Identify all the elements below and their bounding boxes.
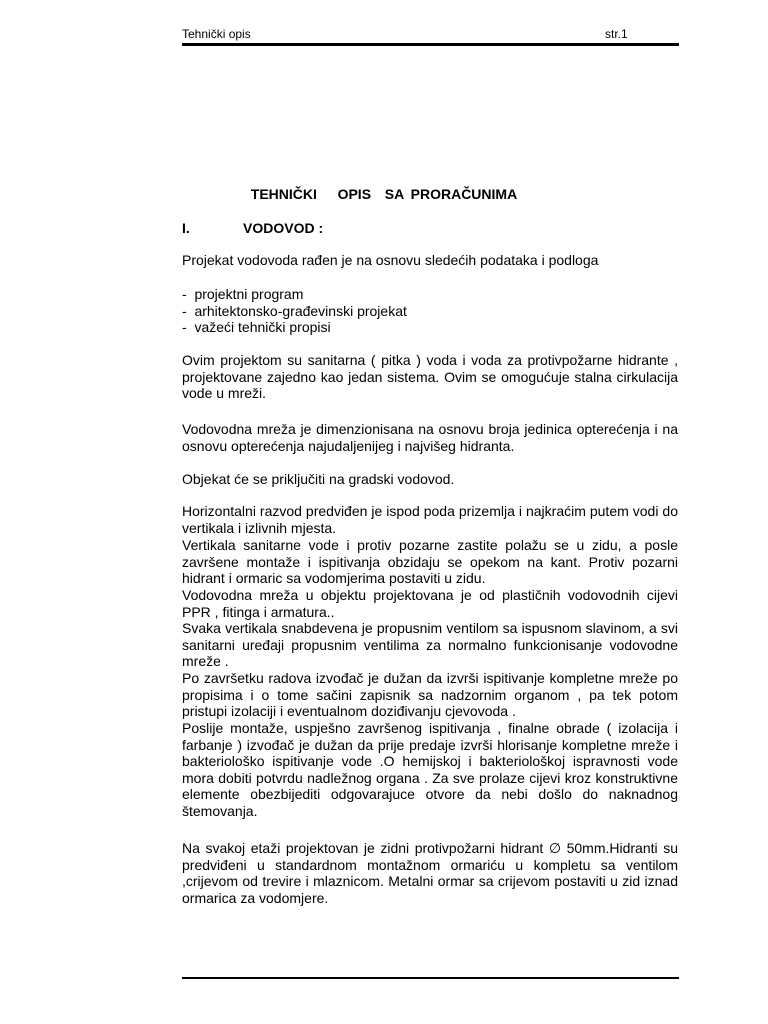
body-paragraph: Ovim projektom su sanitarna ( pitka ) voda i voda za protivpožarne hidrante , projektovane zajedno kao jedan sistema. Ovim se omogućuje stalna cirkulacija vode u mreži.	[182, 352, 678, 401]
body-paragraph: Svaka vertikala snabdevena je propusnim ventilom sa ispusnom slavinom, a svi sanitarni uređaji propusnim ventilima za normalno funkcionisanje vodovodne mreže .	[182, 620, 678, 669]
body-paragraph: Horizontalni razvod predviđen je ispod poda prizemlja i najkraćim putem vodi do vertikala i izlivnih mjesta.	[182, 503, 678, 536]
list-item: - arhitektonsko-građevinski projekat	[182, 302, 407, 319]
body-paragraph: Po završetku radova izvođač je dužan da izvrši ispitivanje kompletne mreže po propisima i o tome sačini zapisnik sa nadzornim organom , pa tek potom pristupi izolaciji i eventualnom doziđivanju cjevovoda .	[182, 670, 678, 719]
list-item: - projektni program	[182, 286, 304, 302]
document-list	[182, 286, 678, 336]
intro-paragraph: Projekat vodovoda rađen je na osnovu sledećih podataka i podloga	[182, 252, 599, 268]
body-paragraph: Vodovodna mreža je dimenzionisana na osnovu broja jedinica opterećenja i na osnovu opterećenja najudaljenijeg i najvišeg hidranta.	[182, 421, 678, 454]
document-title: TEHNIČKI OPIS SA PRORAČUNIMA	[250, 186, 518, 202]
footer-rule	[182, 977, 679, 979]
page-number: str.1	[605, 27, 628, 41]
section-title: VODOVOD :	[243, 220, 324, 236]
header-title: Tehnički opis	[182, 27, 251, 41]
body-paragraph: Na svakoj etaži projektovan je zidni protivpožarni hidrant ∅ 50mm.Hidranti su predviđeni u standardnom montažnom ormariću u kompletu sa ventilom ,crijevom od trevire i mlaznicom. Metalni ormar sa crijevom postaviti u zid iznad ormarica za vodomjere.	[182, 840, 678, 906]
header-rule	[182, 43, 679, 46]
section-number: I.	[182, 220, 190, 236]
list-item: - važeći tehnički propisi	[182, 319, 331, 335]
body-paragraph: Poslije montaže, uspješno završenog ispitivanja , finalne obrade ( izolacija i farbanje ) izvođač je dužan da prije predaje izvrši hlorisanje kompletne mreže i bakteriološko ispitivanje vode .O hemijskoj i bakteriološkoj ispravnosti vode mora dobiti potvrdu nadležnog organa . Za sve prolaze cijevi kroz konstruktivne elemente obezbijediti odgovarajuce otvore da nebi došlo do naknadnog štemovanja.	[182, 720, 678, 819]
body-paragraph: Vodovodna mreža u objektu projektovana je od plastičnih vodovodnih cijevi PPR , fitinga i armatura..	[182, 587, 678, 620]
body-paragraph: Objekat će se priključiti na gradski vodovod.	[182, 471, 455, 487]
body-paragraph: Vertikala sanitarne vode i protiv pozarne zastite polažu se u zidu, a posle završene montaže i ispitivanja obzidaju se opekom na kant. Protiv pozarni hidrant i ormaric sa vodomjerima postaviti u zidu.	[182, 537, 678, 586]
